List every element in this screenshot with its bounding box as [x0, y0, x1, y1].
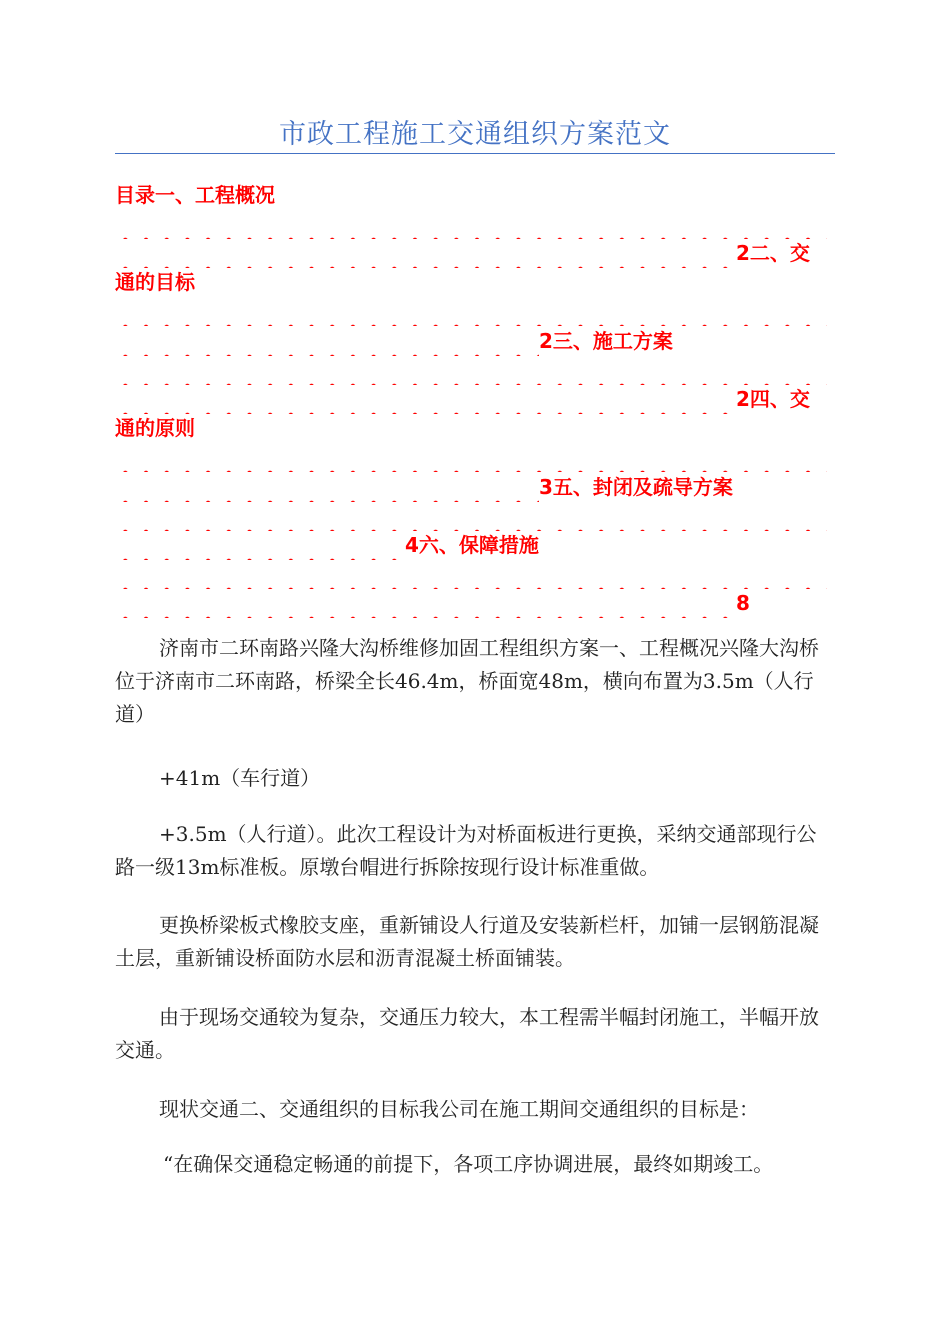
document-title: 市政工程施工交通组织方案范文 [279, 119, 671, 150]
toc-entry-construction-plan[interactable]: 2三、施工方案 [539, 329, 673, 353]
body-paragraph-6: 现状交通二、交通组织的目标我公司在施工期间交通组织的目标是： [159, 1097, 759, 1121]
toc-dot-leader-1 [115, 209, 827, 239]
body-paragraph-5: 由于现场交通较为复杂，交通压力较大，本工程需半幅封闭施工，半幅开放交通。 [115, 1005, 819, 1062]
toc-entry-closure-plan[interactable]: 3五、封闭及疏导方案 [539, 475, 733, 499]
toc-dot-leader-2 [115, 296, 827, 326]
dot-leader [115, 238, 736, 268]
toc-line-4[interactable] [115, 326, 827, 356]
toc-line-2[interactable] [115, 238, 827, 268]
dot-leader [115, 588, 736, 618]
toc-line-7[interactable] [115, 472, 827, 502]
toc-entry-page-principle[interactable]: 2四、交 [736, 387, 810, 411]
dot-leader [115, 530, 405, 560]
title-underline [115, 153, 835, 154]
dot-leader [115, 209, 827, 239]
body-paragraph-1: 济南市二环南路兴隆大沟桥维修加固工程组织方案一、工程概况兴隆大沟桥位于济南市二环南路，桥梁全长46.4m，桥面宽48m，横向布置为3.5m（人行道） [115, 636, 819, 726]
dot-leader [115, 296, 827, 326]
dot-leader [115, 472, 539, 502]
toc-line-5[interactable] [115, 384, 827, 414]
dot-leader [115, 559, 827, 589]
dot-leader [115, 355, 827, 385]
toc-dot-leader-4 [115, 442, 827, 472]
dot-leader [115, 501, 827, 531]
toc-entry-page-last[interactable]: 8 [736, 591, 750, 615]
toc-line-8[interactable] [115, 530, 827, 560]
dot-leader [115, 326, 539, 356]
toc-line-6[interactable] [115, 413, 827, 443]
toc-line-1[interactable] [115, 180, 827, 210]
toc-entry-page-goal[interactable]: 2二、交 [736, 241, 810, 265]
toc-entry-safeguards[interactable]: 4六、保障措施 [405, 533, 539, 557]
body-paragraph-4: 更换桥梁板式橡胶支座，重新铺设人行道及安装新栏杆，加铺一层钢筋混凝土层，重新铺设桥面防水层和沥青混凝土桥面铺装。 [115, 913, 819, 970]
toc-line-9[interactable] [115, 588, 827, 618]
toc-entry-principle[interactable]: 通的原则 [115, 416, 195, 440]
toc-dot-leader-3 [115, 355, 827, 385]
toc-dot-leader-6 [115, 559, 827, 589]
body-paragraph-2: +41m（车行道） [159, 766, 321, 790]
toc-line-3[interactable] [115, 267, 827, 297]
body-paragraph-3: +3.5m（人行道）。此次工程设计为对桥面板进行更换，采纳交通部现行公路一级13m标准板。原墩台帽进行拆除按现行设计标准重做。 [115, 822, 817, 879]
dot-leader [115, 384, 736, 414]
body-paragraph-7: “在确保交通稳定畅通的前提下，各项工序协调进展，最终如期竣工。 [163, 1152, 774, 1176]
toc-dot-leader-5 [115, 501, 827, 531]
toc-entry-goal[interactable]: 通的目标 [115, 270, 195, 294]
toc-entry-overview[interactable]: 目录一、工程概况 [115, 183, 275, 207]
dot-leader [115, 442, 827, 472]
